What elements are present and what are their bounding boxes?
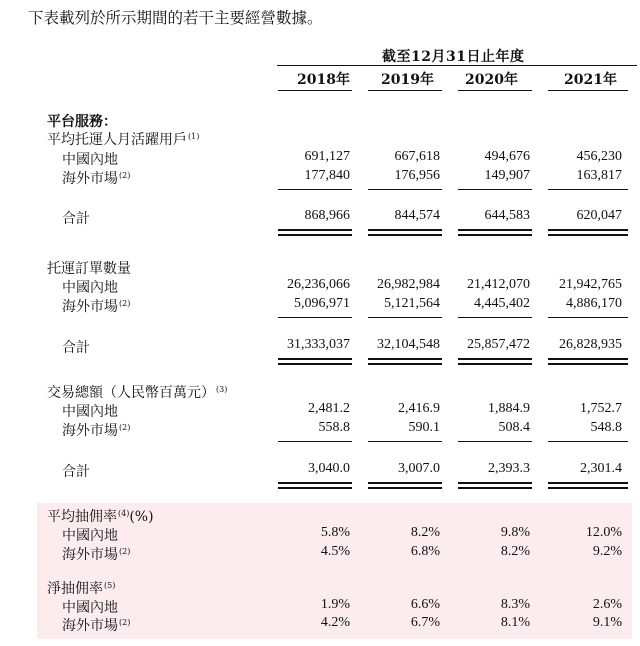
total-value: 644,583 — [484, 208, 530, 223]
cell-value: 558.8 — [318, 420, 350, 435]
section-title-platform: 平台服務： — [47, 114, 117, 130]
intro-text: 下表載列於所示期間的若干主要經營數據。 — [28, 9, 323, 27]
cell-value: 8.2% — [410, 525, 440, 540]
cell-value: 8.3% — [500, 597, 530, 612]
subtotal-rule — [548, 441, 628, 442]
cell-value: 590.1 — [408, 420, 440, 435]
section-title-gtv: 交易總額（人民幣百萬元）$^{(3)}$ — [47, 385, 228, 401]
total-value: 620,047 — [576, 208, 622, 223]
total-value: 26,828,935 — [559, 337, 622, 352]
cell-value: 177,840 — [304, 168, 350, 183]
total-double-rule — [278, 229, 352, 236]
total-label: 合計 — [62, 464, 90, 480]
cell-value: 494,676 — [484, 149, 530, 164]
cell-value: 26,236,066 — [287, 277, 350, 292]
section-title-net-commission: 淨抽佣率$^{(5)}$ — [47, 581, 116, 597]
cell-value: 691,127 — [304, 149, 350, 164]
subtotal-rule — [278, 441, 352, 442]
cell-value: 8.1% — [500, 615, 530, 630]
subtotal-rule — [278, 317, 352, 318]
row-label-mainland: 中國內地 — [62, 404, 118, 420]
total-value: 844,574 — [394, 208, 440, 223]
subtotal-rule — [548, 189, 628, 190]
cell-value: 1,884.9 — [488, 401, 530, 416]
cell-value: 149,907 — [484, 168, 530, 183]
section-title-avg-commission: 平均抽佣率$^{(4)}$(%) — [47, 509, 154, 525]
total-double-rule — [458, 229, 532, 236]
period-header-rule — [277, 65, 637, 66]
cell-value: 4,445,402 — [474, 296, 530, 311]
year-header-2019: 2019年 — [381, 72, 434, 88]
cell-value: 9.8% — [500, 525, 530, 540]
row-label-mainland: 中國內地 — [62, 528, 118, 544]
total-value: 2,393.3 — [488, 461, 530, 476]
subtotal-rule — [368, 189, 442, 190]
cell-value: 4.2% — [320, 615, 350, 630]
row-label-overseas: 海外市場$^{(2)}$ — [62, 423, 131, 439]
total-value: 32,104,548 — [377, 337, 440, 352]
subtotal-rule — [458, 441, 532, 442]
row-label-overseas: 海外市場$^{(2)}$ — [62, 547, 131, 563]
year-header-2021: 2021年 — [564, 72, 617, 88]
row-label-mainland: 中國內地 — [62, 280, 118, 296]
cell-value: 5,096,971 — [294, 296, 350, 311]
subtotal-rule — [368, 441, 442, 442]
cell-value: 6.6% — [410, 597, 440, 612]
cell-value: 21,942,765 — [559, 277, 622, 292]
subtotal-rule — [368, 317, 442, 318]
cell-value: 5,121,564 — [384, 296, 440, 311]
total-value: 25,857,472 — [467, 337, 530, 352]
total-double-rule — [548, 358, 628, 365]
total-double-rule — [278, 358, 352, 365]
total-value: 31,333,037 — [287, 337, 350, 352]
total-value: 3,007.0 — [398, 461, 440, 476]
year-header-2020: 2020年 — [465, 72, 518, 88]
total-double-rule — [368, 229, 442, 236]
cell-value: 6.7% — [410, 615, 440, 630]
cell-value: 4.5% — [320, 544, 350, 559]
cell-value: 667,618 — [394, 149, 440, 164]
row-label-mainland: 中國內地 — [62, 600, 118, 616]
cell-value: 9.2% — [592, 544, 622, 559]
total-label: 合計 — [62, 211, 90, 227]
total-value: 3,040.0 — [308, 461, 350, 476]
total-double-rule — [548, 229, 628, 236]
cell-value: 456,230 — [576, 149, 622, 164]
subtotal-rule — [548, 317, 628, 318]
cell-value: 1,752.7 — [580, 401, 622, 416]
cell-value: 5.8% — [320, 525, 350, 540]
total-double-rule — [368, 358, 442, 365]
section-title-orders: 托運訂單數量 — [47, 261, 131, 277]
total-value: 868,966 — [304, 208, 350, 223]
subtotal-rule — [458, 317, 532, 318]
cell-value: 4,886,170 — [566, 296, 622, 311]
cell-value: 12.0% — [585, 525, 622, 540]
cell-value: 2,416.9 — [398, 401, 440, 416]
cell-value: 176,956 — [394, 168, 440, 183]
cell-value: 2,481.2 — [308, 401, 350, 416]
total-label: 合計 — [62, 340, 90, 356]
total-double-rule — [458, 358, 532, 365]
total-double-rule — [278, 482, 352, 489]
row-label-mainland: 中國內地 — [62, 152, 118, 168]
row-label-overseas: 海外市場$^{(2)}$ — [62, 171, 131, 187]
period-header: 截至12月31日止年度 — [382, 49, 525, 65]
year-rule-2021 — [548, 90, 628, 91]
cell-value: 548.8 — [590, 420, 622, 435]
year-rule-2020 — [458, 90, 532, 91]
cell-value: 1.9% — [320, 597, 350, 612]
total-value: 2,301.4 — [580, 461, 622, 476]
cell-value: 2.6% — [592, 597, 622, 612]
cell-value: 21,412,070 — [467, 277, 530, 292]
subtotal-rule — [458, 189, 532, 190]
year-header-2018: 2018年 — [297, 72, 350, 88]
cell-value: 9.1% — [592, 615, 622, 630]
cell-value: 26,982,984 — [377, 277, 440, 292]
cell-value: 508.4 — [498, 420, 530, 435]
cell-value: 163,817 — [576, 168, 622, 183]
section-subtitle-mau: 平均托運人月活躍用戶$^{(1)}$ — [47, 132, 200, 148]
row-label-overseas: 海外市場$^{(2)}$ — [62, 618, 131, 634]
subtotal-rule — [278, 189, 352, 190]
row-label-overseas: 海外市場$^{(2)}$ — [62, 299, 131, 315]
total-double-rule — [458, 482, 532, 489]
total-double-rule — [548, 482, 628, 489]
year-rule-2018 — [278, 90, 352, 91]
cell-value: 6.8% — [410, 544, 440, 559]
cell-value: 8.2% — [500, 544, 530, 559]
year-rule-2019 — [368, 90, 442, 91]
total-double-rule — [368, 482, 442, 489]
